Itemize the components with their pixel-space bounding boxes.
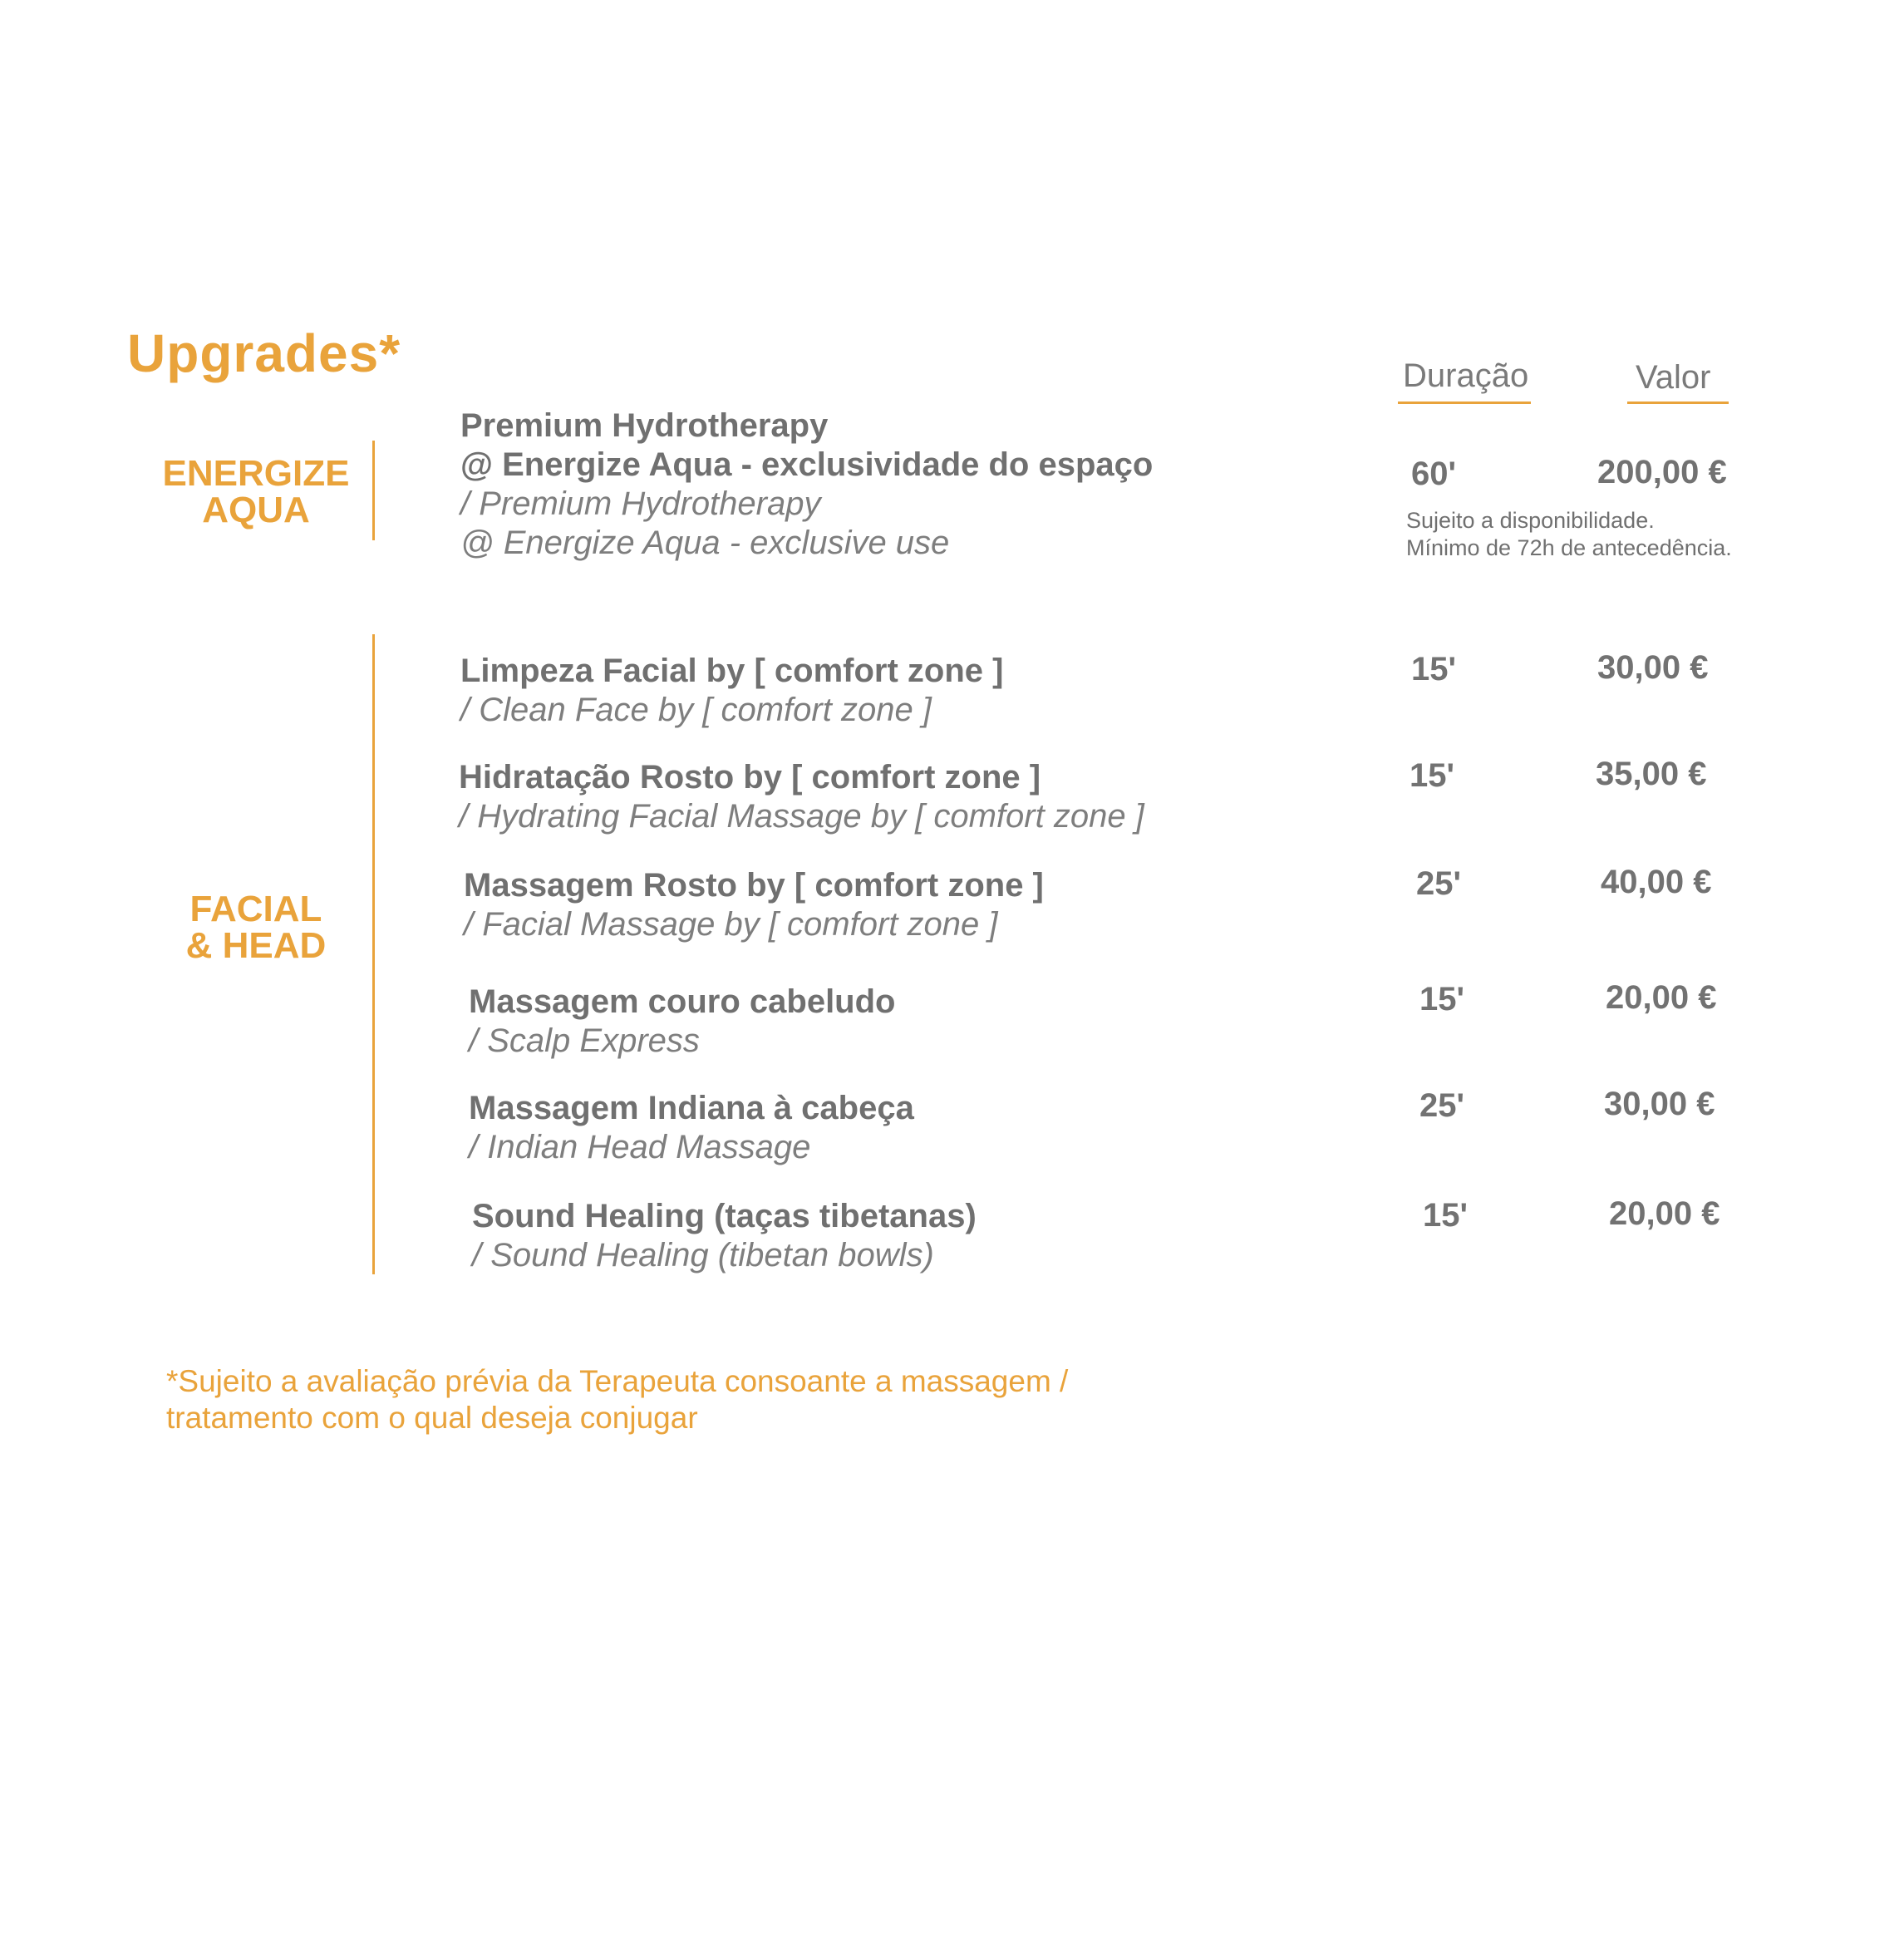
service-name-en: / Premium Hydrotherapy	[460, 485, 821, 522]
availability-note-line2: Mínimo de 72h de antecedência.	[1406, 535, 1732, 560]
service-name-pt: Hidratação Rosto by [ comfort zone ]	[459, 759, 1041, 796]
energize-price: 200,00 €	[1597, 454, 1727, 490]
service-duration: 15'	[1411, 651, 1457, 687]
service-name-pt: Premium Hydrotherapy	[460, 407, 829, 444]
list-item	[469, 1089, 914, 1167]
footnote-line2: tratamento com o qual deseja conjugar	[166, 1401, 698, 1435]
service-price: 40,00 €	[1601, 864, 1712, 900]
category-facial-head	[156, 891, 356, 964]
service-duration: 15'	[1410, 757, 1455, 794]
service-name-en: / Hydrating Facial Massage by [ comfort zone ]	[459, 798, 1144, 835]
facial-divider	[372, 634, 375, 1274]
service-price: 20,00 €	[1609, 1195, 1720, 1232]
service-name-en: / Scalp Express	[469, 1022, 700, 1059]
service-price: 30,00 €	[1604, 1086, 1715, 1122]
service-name-pt-detail: @ Energize Aqua - exclusividade do espaço	[460, 446, 1154, 483]
energize-availability-note	[1406, 507, 1732, 562]
service-name-pt: Limpeza Facial by [ comfort zone ]	[460, 653, 1004, 689]
value-column-header: Valor	[1636, 359, 1711, 396]
service-duration: 25'	[1419, 1087, 1465, 1124]
category-facial-line1: FACIAL	[189, 889, 322, 929]
service-name-pt: Sound Healing (taças tibetanas)	[472, 1198, 977, 1234]
availability-note-line1: Sujeito a disponibilidade.	[1406, 508, 1655, 533]
footnote	[166, 1363, 1068, 1436]
service-name-en: / Facial Massage by [ comfort zone ]	[464, 906, 998, 943]
list-item	[472, 1197, 977, 1275]
energize-service	[460, 406, 1153, 563]
category-facial-line2: & HEAD	[185, 925, 327, 966]
value-header-underline	[1627, 402, 1729, 404]
service-name-pt: Massagem couro cabeludo	[469, 983, 896, 1020]
page-title: Upgrades*	[127, 323, 401, 383]
service-name-en: / Clean Face by [ comfort zone ]	[460, 692, 932, 728]
service-name-en-detail: @ Energize Aqua - exclusive use	[460, 525, 950, 561]
list-item	[464, 866, 1044, 944]
service-name-en: / Sound Healing (tibetan bowls)	[472, 1237, 934, 1274]
energize-duration: 60'	[1411, 456, 1457, 492]
service-duration: 15'	[1423, 1197, 1469, 1234]
service-name-pt: Massagem Rosto by [ comfort zone ]	[464, 867, 1044, 904]
service-price: 35,00 €	[1596, 756, 1707, 792]
service-price: 20,00 €	[1606, 979, 1717, 1016]
duration-header-underline	[1398, 402, 1531, 404]
category-energize-line2: AQUA	[202, 490, 310, 530]
category-energize-aqua	[156, 453, 356, 530]
list-item	[459, 758, 1144, 836]
service-duration: 15'	[1419, 981, 1465, 1017]
service-name-pt: Massagem Indiana à cabeça	[469, 1090, 914, 1126]
energize-divider	[372, 441, 375, 540]
duration-column-header: Duração	[1403, 357, 1529, 394]
footnote-line1: *Sujeito a avaliação prévia da Terapeuta consoante a massagem /	[166, 1364, 1069, 1398]
list-item	[469, 983, 895, 1061]
category-energize-line1: ENERGIZE	[162, 453, 350, 494]
service-price: 30,00 €	[1597, 649, 1709, 686]
service-name-en: / Indian Head Massage	[469, 1129, 811, 1165]
list-item	[460, 652, 1003, 730]
service-duration: 25'	[1416, 865, 1462, 902]
